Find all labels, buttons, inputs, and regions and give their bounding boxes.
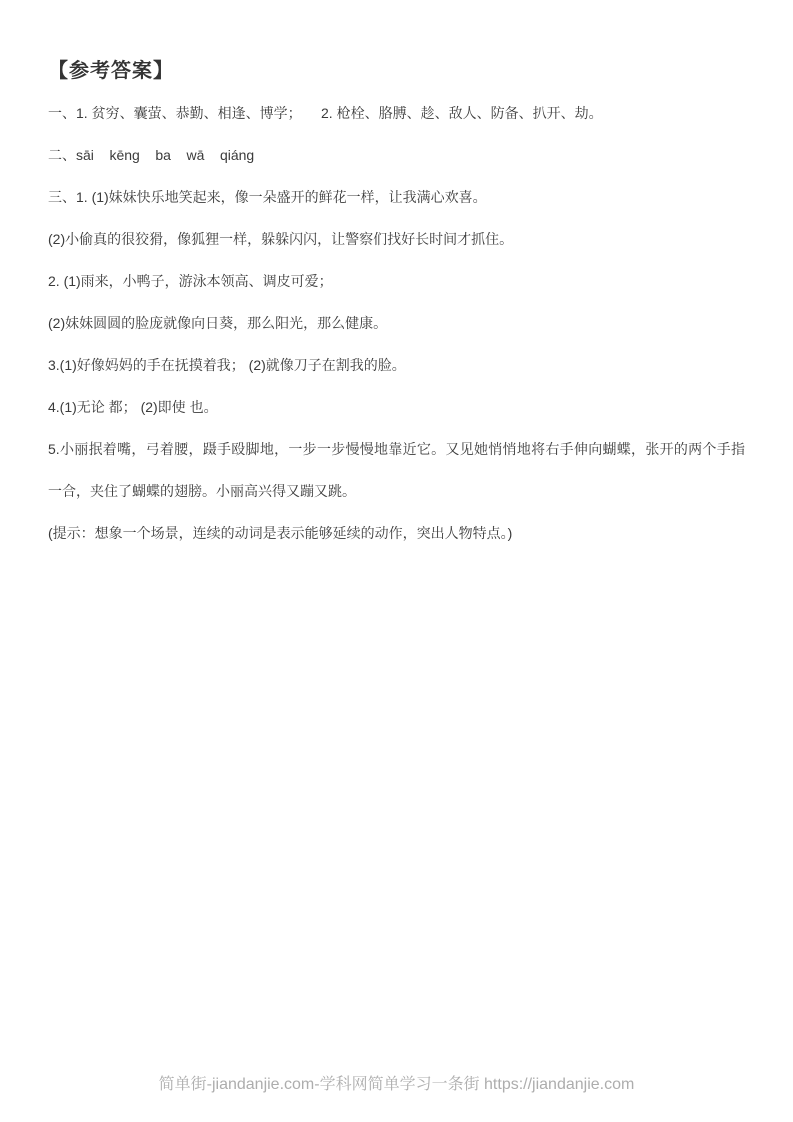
answer-line-section1: 一、1. 贫穷、囊萤、恭勤、相逢、博学； 2. 枪栓、胳膊、趁、敌人、防备、扒开、劫。 xyxy=(48,105,603,121)
answer-line-section2-pinyin: 二、sāi kēng ba wā qiáng xyxy=(48,147,255,163)
footer-watermark: 简单街-jiandanjie.com-学科网简单学习一条街 https://jiandanjie.com xyxy=(158,1076,635,1093)
answer-line-section3-q5: 5.小丽抿着嘴，弓着腰，蹑手殴脚地，一步一步慢慢地靠近它。又见她悄悄地将右手伸向蝴蝶，张开的两个手指一合，夹住了蝴蝶的翅膀。小丽高兴得又蹦又跳。 xyxy=(48,441,745,499)
answer-line-section3-q2-1: 2. (1)雨来，小鸭子，游泳本领高、调皮可爱； xyxy=(48,273,333,289)
answer-line-section3-q2-2: (2)妹妹圆圆的脸庞就像向日葵，那么阳光，那么健康。 xyxy=(48,315,388,331)
answer-line-hint: (提示：想象一个场景，连续的动词是表示能够延续的动作，突出人物特点。) xyxy=(48,525,513,541)
answer-line-section3-q4: 4.(1)无论 都； (2)即使 也。 xyxy=(48,399,218,415)
answer-line-section3-q1-2: (2)小偷真的很狡猾，像狐狸一样，躲躲闪闪，让警察们找好长时间才抓住。 xyxy=(48,231,514,247)
answer-line-section3-q3: 3.(1)好像妈妈的手在抚摸着我； (2)就像刀子在割我的脸。 xyxy=(48,357,406,373)
answer-line-section3-q1-1: 三、1. (1)妹妹快乐地笑起来，像一朵盛开的鲜花一样，让我满心欢喜。 xyxy=(48,189,487,205)
page-title: 【参考答案】 xyxy=(48,60,174,82)
